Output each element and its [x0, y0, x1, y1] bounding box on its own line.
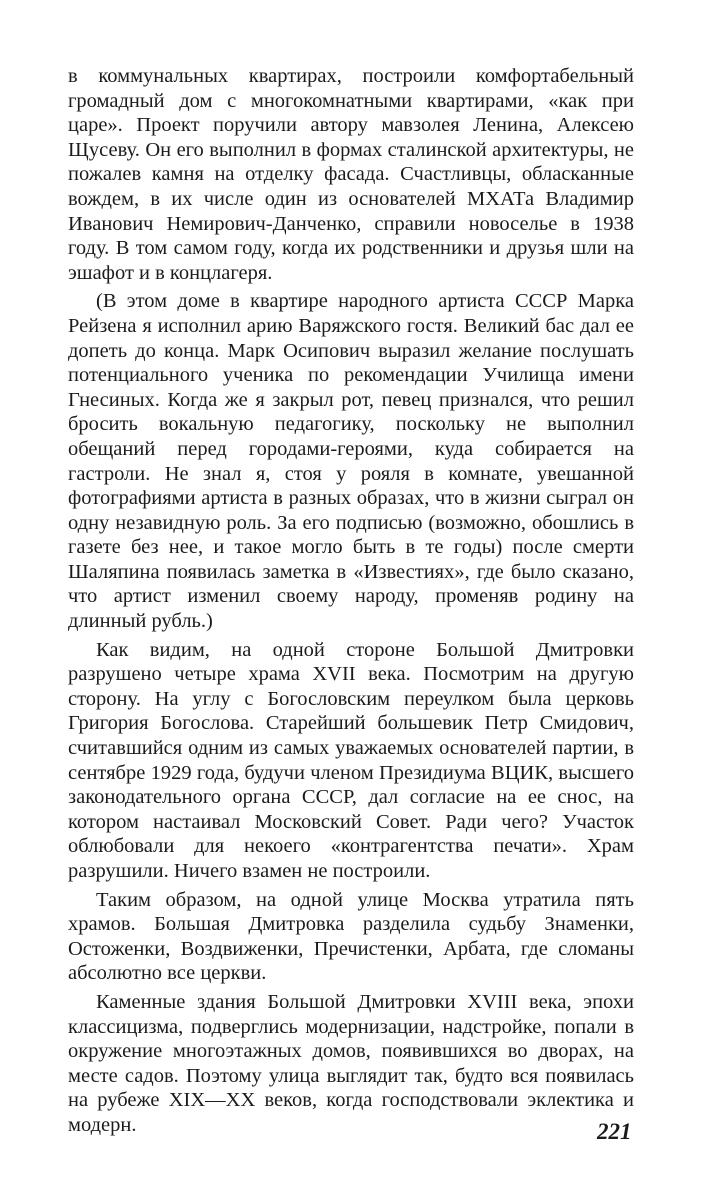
- paragraph-five-temples: Таким образом, на одной улице Москва утратила пять храмов. Большая Дмитровка разделила судьбу Знаменки, Остоженки, Воздвиженки, Пречистенки, Арбата, где сломаны абсолютно все церкви.: [68, 888, 634, 985]
- page-number: 221: [597, 1119, 632, 1144]
- paragraph-continuation: в коммунальных квартирах, построили комфортабельный громадный дом с многокомнатными квартирами, «как при царе». Проект поручили автору мавзолея Ленина, Алексею Щусеву. Он его выполнил в формах сталинской архитектуры, не пожалев камня на отделку фасада. Счастливцы, обласканные вождем, в их числе один из основателей МХАТа Владимир Иванович Немирович-Данченко, справили новоселье в 1938 году. В том самом году, когда их родственники и друзья шли на эшафот и в концлагеря.: [68, 65, 634, 284]
- paragraph-stone-buildings: Каменные здания Большой Дмитровки XVIII века, эпохи классицизма, подверглись модернизации, надстройке, попали в окружение многоэтажных домов, появившихся во дворах, на месте садов. Поэтому улица выглядит так, будто вся появилась на рубеже XIX—XX веков, когда господствовали эклектика и модерн.: [68, 990, 634, 1136]
- paragraph-churches: Как видим, на одной стороне Большой Дмитровки разрушено четыре храма XVII века. Посмотрим на другую сторону. На углу с Богословским переулком была церковь Григория Богослова. Старейший большевик Петр Смидович, считавшийся одним из самых уважаемых основателей партии, в сентябре 1929 года, будучи членом Президиума ВЦИК, высшего законодательного органа СССР, дал согласие на ее снос, на котором настаивал Московский Совет. Ради чего? Участок облюбовали для некоего «контрагентства печати». Храм разрушили. Ничего взамен не построили.: [68, 638, 634, 882]
- page-body: [68, 64, 634, 1138]
- paragraph-reizen: (В этом доме в квартире народного артиста СССР Марка Рейзена я исполнил арию Варяжского гостя. Великий бас дал ее допеть до конца. Марк Осипович выразил желание послушать потенциального ученика по рекомендации Училища имени Гнесиных. Когда же я закрыл рот, певец признался, что решил бросить вокальную педагогику, поскольку не выполнил обещаний перед городами-героями, куда собирается на гастроли. Не знал я, стоя у рояля в комнате, увешанной фотографиями артиста в разных образах, что в жизни сыграл он одну незавидную роль. За его подписью (возможно, обошлись в газете без нее, и такое могло быть в те годы) после смерти Шаляпина появилась заметка в «Известиях», где было сказано, что артист изменил своему народу, променяв родину на длинный рубль.): [68, 290, 634, 633]
